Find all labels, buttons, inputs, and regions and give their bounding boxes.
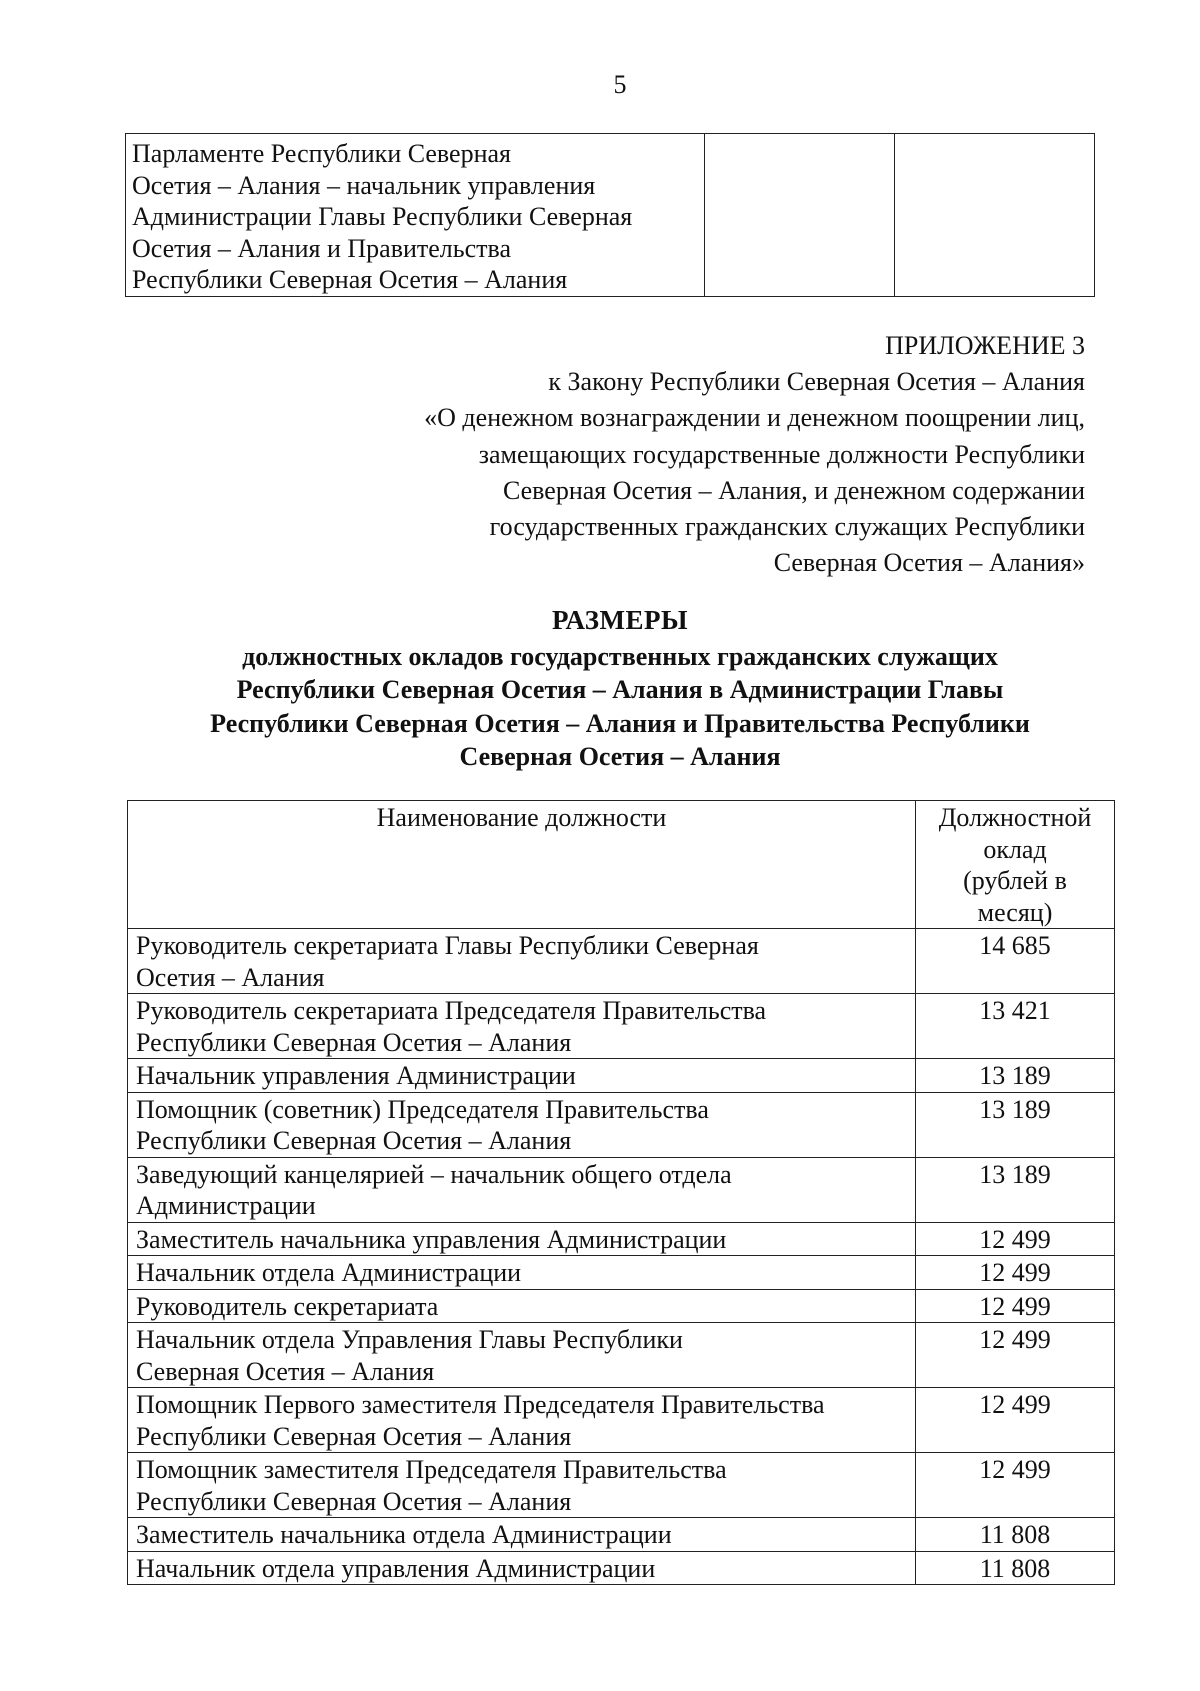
- table-row: [128, 1157, 1115, 1222]
- position-line: Осетия – Алания и Правительства: [132, 233, 512, 263]
- title-line: Республики Северная Осетия – Алания в Администрации Главы: [236, 675, 1004, 704]
- position-name-cell: [128, 1551, 916, 1585]
- title-line: Северная Осетия – Алания: [459, 742, 781, 771]
- header-salary-line: (рублей в: [963, 866, 1067, 895]
- position-line: Заместитель начальника управления Администрации: [136, 1224, 727, 1254]
- position-line: Парламенте Республики Северная: [132, 139, 512, 168]
- position-line: Помощник заместителя Председателя Правительства: [136, 1455, 727, 1484]
- table-row: [128, 929, 1115, 994]
- salary-cell: 14 685: [916, 929, 1115, 994]
- position-line: Руководитель секретариата: [136, 1291, 439, 1321]
- position-line: Администрации Главы Республики Северная: [132, 202, 633, 231]
- position-name-cell: [128, 1092, 916, 1157]
- position-name-cell: [128, 1157, 916, 1222]
- salary-cell: 12 499: [916, 1453, 1115, 1518]
- table-row: [128, 1518, 1115, 1552]
- table-row: [128, 1256, 1115, 1290]
- position-line: Администрации: [136, 1191, 316, 1220]
- table-row: [128, 1323, 1115, 1388]
- position-line: Помощник (советник) Председателя Правительства: [136, 1094, 709, 1124]
- position-line: Руководитель секретариата Председателя Правительства: [136, 996, 767, 1025]
- table-row: [128, 1453, 1115, 1518]
- header-salary-line: месяц): [977, 897, 1053, 927]
- position-line: Республики Северная Осетия – Алания: [136, 1126, 572, 1155]
- appendix-title: ПРИЛОЖЕНИЕ 3: [885, 331, 1085, 360]
- header-salary: [916, 801, 1115, 929]
- position-name-cell: [128, 994, 916, 1059]
- position-line: Начальник отдела Администрации: [136, 1258, 522, 1287]
- position-name-cell: [128, 1388, 916, 1453]
- position-line: Республики Северная Осетия – Алания: [136, 1027, 572, 1057]
- appendix-line: к Закону Республики Северная Осетия – Алания: [548, 367, 1085, 397]
- position-name-cell: [128, 1518, 916, 1552]
- salary-cell: 12 499: [916, 1222, 1115, 1256]
- table-row: [126, 134, 1095, 297]
- page-number: 5: [613, 70, 627, 99]
- position-line: Начальник отдела Управления Главы Республики: [136, 1325, 683, 1354]
- appendix-line: замещающих государственные должности Республики: [478, 439, 1085, 469]
- salary-cell: 13 189: [916, 1157, 1115, 1222]
- appendix-line: государственных гражданских служащих Республики: [489, 512, 1085, 542]
- position-name-cell: [128, 1289, 916, 1323]
- salary-cell: 12 499: [916, 1388, 1115, 1453]
- empty-cell: [895, 134, 1095, 297]
- salary-cell: 11 808: [916, 1518, 1115, 1552]
- salary-cell: 11 808: [916, 1551, 1115, 1585]
- salary-cell: 13 189: [916, 1059, 1115, 1093]
- table-row: [128, 1388, 1115, 1453]
- table-row: [128, 1551, 1115, 1585]
- salary-cell: 12 499: [916, 1289, 1115, 1323]
- position-name-cell: [128, 1059, 916, 1093]
- appendix-line: Северная Осетия – Алания»: [773, 548, 1085, 578]
- position-name-cell: [128, 1453, 916, 1518]
- table-row: [128, 994, 1115, 1059]
- position-line: Заведующий канцелярией – начальник общего отдела: [136, 1159, 732, 1189]
- position-line: Республики Северная Осетия – Алания: [136, 1421, 572, 1451]
- position-line: Начальник отдела управления Администрации: [136, 1553, 656, 1583]
- position-name-cell: [128, 1256, 916, 1290]
- continued-position-cell: [126, 134, 705, 297]
- table-row: [128, 1092, 1115, 1157]
- continued-table: [125, 133, 1095, 297]
- appendix-line: «О денежном вознаграждении и денежном поощрении лиц,: [424, 403, 1085, 433]
- empty-cell: [705, 134, 895, 297]
- salary-cell: 12 499: [916, 1256, 1115, 1290]
- appendix-line: Северная Осетия – Алания, и денежном содержании: [502, 475, 1085, 505]
- position-line: Помощник Первого заместителя Председателя Правительства: [136, 1390, 825, 1419]
- position-name-cell: [128, 1222, 916, 1256]
- salary-cell: 13 421: [916, 994, 1115, 1059]
- header-salary-line: оклад: [983, 834, 1047, 864]
- header-salary-line: Должностной: [938, 803, 1092, 832]
- position-line: Осетия – Алания – начальник управления: [132, 170, 596, 200]
- salary-table: [127, 800, 1115, 1585]
- table-row: [128, 1059, 1115, 1093]
- salary-cell: 13 189: [916, 1092, 1115, 1157]
- title-main: РАЗМЕРЫ: [551, 605, 689, 635]
- appendix-header: [325, 328, 1085, 581]
- document-title: [0, 604, 1200, 774]
- position-line: Начальник управления Администрации: [136, 1061, 576, 1090]
- position-name-cell: [128, 929, 916, 994]
- position-line: Осетия – Алания: [136, 962, 325, 992]
- salary-cell: 12 499: [916, 1323, 1115, 1388]
- position-line: Республики Северная Осетия – Алания: [136, 1486, 572, 1516]
- title-line: Республики Северная Осетия – Алания и Правительства Республики: [210, 708, 1030, 738]
- title-line: должностных окладов государственных гражданских служащих: [242, 641, 998, 671]
- position-name-cell: [128, 1323, 916, 1388]
- position-line: Руководитель секретариата Главы Республики Северная: [136, 931, 759, 960]
- table-row: [128, 1222, 1115, 1256]
- position-line: Республики Северная Осетия – Алания: [132, 265, 568, 294]
- position-line: Заместитель начальника отдела Администрации: [136, 1520, 672, 1549]
- header-position-name: Наименование должности: [128, 801, 916, 929]
- table-row: [128, 1289, 1115, 1323]
- position-line: Северная Осетия – Алания: [136, 1356, 435, 1386]
- table-header-row: [128, 801, 1115, 929]
